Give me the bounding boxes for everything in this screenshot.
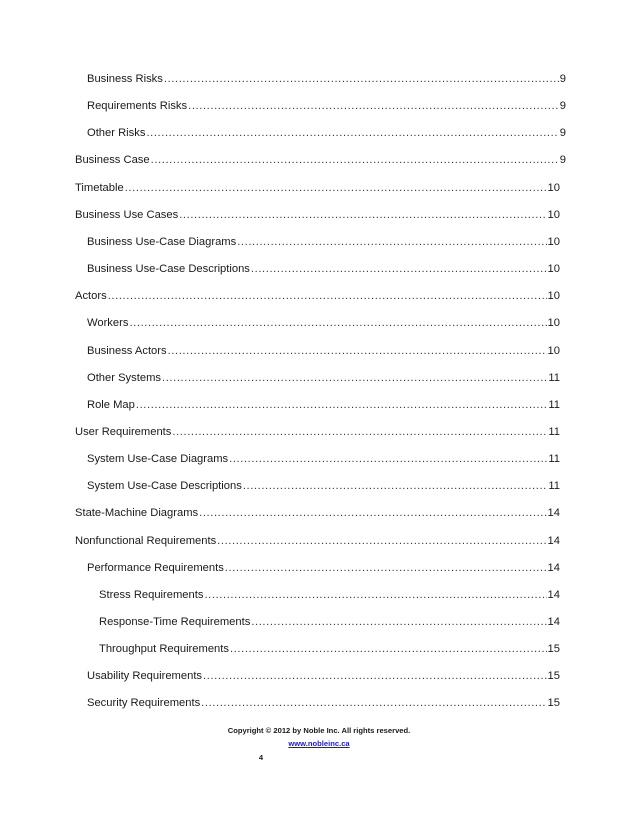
toc-entry-page-number: 9: [559, 100, 566, 113]
toc-entry-page-number: 15: [547, 697, 560, 710]
toc-entry-label: Business Risks: [87, 73, 163, 85]
toc-entry-page-number: 11: [548, 425, 560, 438]
toc-entry[interactable]: [75, 423, 560, 441]
toc-entry[interactable]: [87, 667, 560, 685]
dot-leader: [146, 124, 558, 142]
toc-entry-page-number: 15: [547, 670, 560, 683]
page-number: [0, 752, 580, 763]
toc-entry-label: Workers: [87, 317, 129, 330]
toc-entry[interactable]: [75, 179, 560, 197]
toc-entry-page-number: 10: [547, 208, 560, 221]
dot-leader: [129, 314, 546, 332]
toc-entry-label: Stress Requirements: [99, 588, 204, 601]
toc-entry[interactable]: [75, 532, 560, 550]
toc-entry-page-number: 9: [559, 154, 566, 167]
toc-entry-label: Nonfunctional Requirements: [75, 534, 217, 547]
toc-entry-label: Other Systems: [87, 371, 161, 384]
toc-entry[interactable]: [87, 396, 560, 414]
toc-entry-label: Response-Time Requirements: [99, 616, 251, 628]
toc-entry-label: Usability Requirements: [87, 670, 203, 683]
toc-entry-page-number: 10: [547, 181, 560, 194]
toc-entry-page-number: 15: [547, 643, 560, 656]
toc-entry[interactable]: [99, 613, 560, 631]
dot-leader: [164, 70, 559, 88]
toc-entry[interactable]: [87, 559, 560, 577]
toc-entry[interactable]: [99, 586, 560, 604]
toc-entry[interactable]: [87, 694, 560, 712]
dot-leader: [188, 97, 559, 115]
toc-entry[interactable]: [87, 477, 560, 495]
toc-entry-page-number: 14: [547, 616, 560, 628]
toc-entry-page-number: 10: [547, 344, 560, 357]
toc-entry-label: System Use-Case Diagrams: [87, 453, 229, 466]
toc-entry-label: Security Requirements: [87, 697, 201, 710]
copyright-text: Copyright © 2012 by Noble Inc. All rights reserved.: [227, 726, 411, 735]
dot-leader: [179, 206, 546, 224]
website-link[interactable]: www.nobleinc.ca: [288, 739, 350, 748]
toc-entry-page-number: 11: [548, 480, 560, 493]
toc-entry-label: User Requirements: [75, 425, 172, 438]
toc-entry-page-number: 14: [547, 561, 560, 574]
toc-entry-page-number: 14: [547, 507, 560, 520]
toc-entry[interactable]: [87, 314, 560, 332]
toc-entry-label: Performance Requirements: [87, 561, 224, 574]
toc-entry[interactable]: [75, 287, 560, 305]
toc-entry-page-number: 11: [548, 453, 560, 466]
toc-entry[interactable]: [87, 124, 566, 142]
dot-leader: [225, 559, 547, 577]
dot-leader: [151, 151, 559, 169]
toc-entry-page-number: 10: [547, 317, 560, 330]
toc-entry-label: System Use-Case Descriptions: [87, 480, 242, 493]
toc-entry[interactable]: [87, 260, 560, 278]
website-line: [0, 738, 638, 749]
toc-entry-label: Throughput Requirements: [99, 643, 229, 656]
toc-entry-page-number: 11: [548, 371, 560, 384]
dot-leader: [237, 233, 546, 251]
page-number-text: 4: [258, 753, 264, 762]
dot-leader: [201, 694, 546, 712]
toc-entry-page-number: 9: [559, 73, 566, 85]
toc-entry-label: Business Case: [75, 154, 150, 167]
toc-entry-page-number: 10: [547, 263, 560, 276]
dot-leader: [199, 504, 546, 522]
toc-entry-label: Business Use Cases: [75, 208, 179, 221]
toc-entry-label: Timetable: [75, 181, 124, 194]
dot-leader: [203, 667, 547, 685]
dot-leader: [162, 369, 547, 387]
toc-entry-page-number: 9: [559, 127, 566, 140]
toc-entry[interactable]: [75, 504, 560, 522]
toc-entry[interactable]: [87, 97, 566, 115]
toc-entry[interactable]: [87, 70, 566, 88]
toc-entry[interactable]: [87, 233, 560, 251]
dot-leader: [168, 342, 547, 360]
dot-leader: [230, 640, 547, 658]
toc-entry-label: Business Use-Case Diagrams: [87, 235, 237, 248]
toc-entry-label: Business Actors: [87, 344, 167, 357]
toc-entry-page-number: 10: [547, 235, 560, 248]
toc-entry-page-number: 11: [548, 398, 560, 411]
dot-leader: [251, 260, 547, 278]
toc-entry-page-number: 14: [547, 534, 560, 547]
copyright-notice: [0, 725, 638, 736]
dot-leader: [243, 477, 548, 495]
toc-entry-page-number: 14: [547, 588, 560, 601]
dot-leader: [125, 179, 547, 197]
dot-leader: [136, 396, 547, 414]
toc-entry-label: Role Map: [87, 398, 135, 411]
toc-entry-page-number: 10: [547, 290, 560, 303]
toc-entry-label: Requirements Risks: [87, 100, 188, 113]
toc-entry[interactable]: [75, 151, 566, 169]
toc-entry-label: Business Use-Case Descriptions: [87, 263, 250, 276]
dot-leader: [204, 586, 546, 604]
dot-leader: [217, 532, 546, 550]
toc-entry[interactable]: [75, 206, 560, 224]
dot-leader: [108, 287, 547, 305]
dot-leader: [229, 450, 547, 468]
toc-entry[interactable]: [87, 450, 560, 468]
toc-entry[interactable]: [87, 342, 560, 360]
dot-leader: [251, 613, 546, 631]
dot-leader: [172, 423, 547, 441]
toc-entry-label: Actors: [75, 290, 107, 303]
toc-entry-label: Other Risks: [87, 127, 146, 140]
toc-entry[interactable]: [87, 369, 560, 387]
toc-entry[interactable]: [99, 640, 560, 658]
toc-entry-label: State-Machine Diagrams: [75, 507, 199, 520]
